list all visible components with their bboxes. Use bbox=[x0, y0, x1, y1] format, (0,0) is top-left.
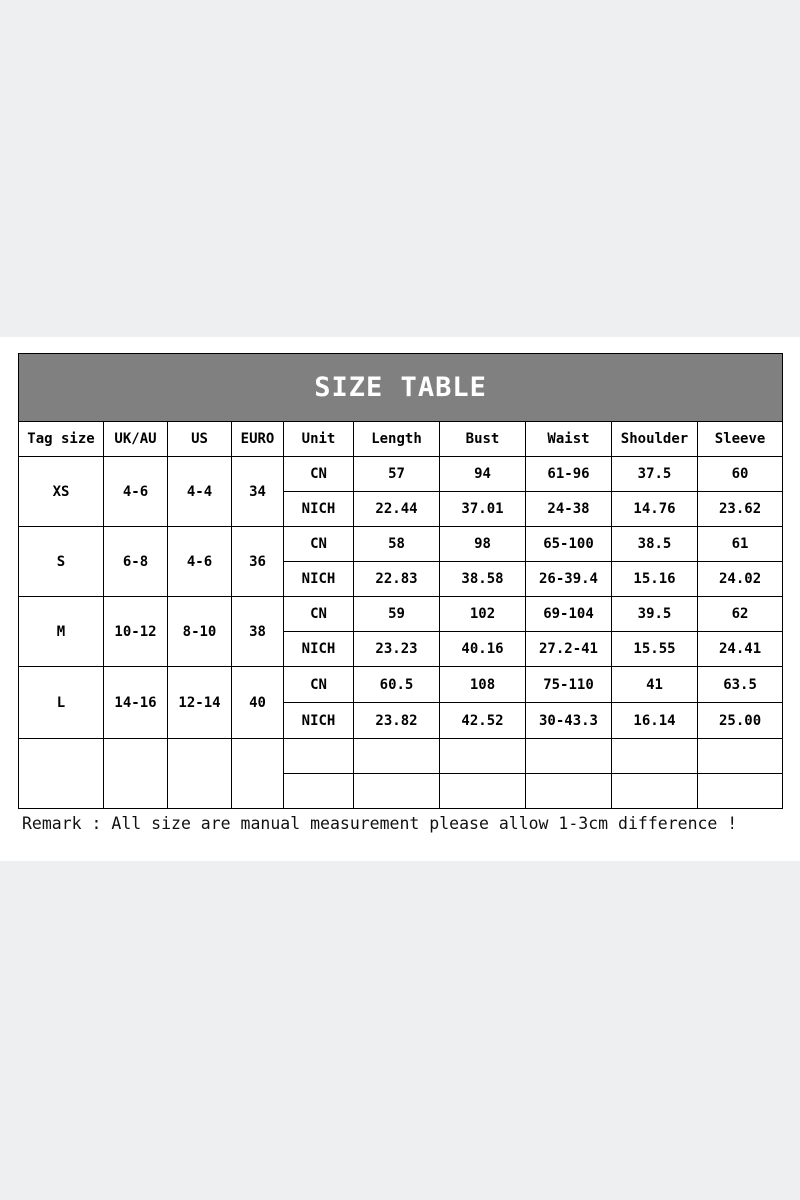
waist-cell: 69-104 bbox=[526, 597, 612, 632]
unit-cell: CN bbox=[284, 457, 354, 492]
shoulder-cell: 41 bbox=[612, 667, 698, 703]
size-chart-card bbox=[0, 337, 800, 861]
bust-cell: 102 bbox=[440, 597, 526, 632]
tag-size-cell: L bbox=[19, 667, 104, 739]
waist-cell: 26-39.4 bbox=[526, 562, 612, 597]
empty-cell bbox=[232, 739, 284, 809]
empty-cell bbox=[354, 739, 440, 774]
length-cell: 22.44 bbox=[354, 492, 440, 527]
header-unit: Unit bbox=[284, 422, 354, 457]
uk-au-cell: 6-8 bbox=[104, 527, 168, 597]
length-cell: 22.83 bbox=[354, 562, 440, 597]
shoulder-cell: 15.55 bbox=[612, 632, 698, 667]
uk-au-cell: 14-16 bbox=[104, 667, 168, 739]
empty-cell bbox=[526, 739, 612, 774]
empty-cell bbox=[168, 739, 232, 809]
empty-cell bbox=[440, 774, 526, 809]
empty-cell bbox=[698, 774, 783, 809]
sleeve-cell: 24.41 bbox=[698, 632, 783, 667]
waist-cell: 61-96 bbox=[526, 457, 612, 492]
length-cell: 59 bbox=[354, 597, 440, 632]
shoulder-cell: 16.14 bbox=[612, 703, 698, 739]
shoulder-cell: 38.5 bbox=[612, 527, 698, 562]
header-waist: Waist bbox=[526, 422, 612, 457]
euro-cell: 36 bbox=[232, 527, 284, 597]
bust-cell: 94 bbox=[440, 457, 526, 492]
bust-cell: 98 bbox=[440, 527, 526, 562]
table-row bbox=[19, 457, 783, 492]
length-cell: 60.5 bbox=[354, 667, 440, 703]
unit-cell: NICH bbox=[284, 562, 354, 597]
sleeve-cell: 61 bbox=[698, 527, 783, 562]
empty-cell bbox=[612, 774, 698, 809]
header-tag-size: Tag size bbox=[19, 422, 104, 457]
waist-cell: 24-38 bbox=[526, 492, 612, 527]
length-cell: 58 bbox=[354, 527, 440, 562]
sleeve-cell: 63.5 bbox=[698, 667, 783, 703]
sleeve-cell: 62 bbox=[698, 597, 783, 632]
unit-cell: CN bbox=[284, 527, 354, 562]
length-cell: 57 bbox=[354, 457, 440, 492]
empty-cell bbox=[526, 774, 612, 809]
waist-cell: 27.2-41 bbox=[526, 632, 612, 667]
header-length: Length bbox=[354, 422, 440, 457]
size-table bbox=[18, 353, 783, 809]
unit-cell: NICH bbox=[284, 492, 354, 527]
sleeve-cell: 25.00 bbox=[698, 703, 783, 739]
uk-au-cell: 10-12 bbox=[104, 597, 168, 667]
header-row bbox=[19, 422, 783, 457]
empty-cell bbox=[19, 739, 104, 809]
bust-cell: 108 bbox=[440, 667, 526, 703]
empty-cell bbox=[104, 739, 168, 809]
empty-cell bbox=[354, 774, 440, 809]
header-uk-au: UK/AU bbox=[104, 422, 168, 457]
bust-cell: 37.01 bbox=[440, 492, 526, 527]
unit-cell: CN bbox=[284, 597, 354, 632]
waist-cell: 65-100 bbox=[526, 527, 612, 562]
bust-cell: 42.52 bbox=[440, 703, 526, 739]
sleeve-cell: 24.02 bbox=[698, 562, 783, 597]
empty-row bbox=[19, 739, 783, 774]
empty-cell bbox=[284, 739, 354, 774]
us-cell: 4-6 bbox=[168, 527, 232, 597]
euro-cell: 38 bbox=[232, 597, 284, 667]
sleeve-cell: 60 bbox=[698, 457, 783, 492]
us-cell: 8-10 bbox=[168, 597, 232, 667]
empty-cell bbox=[284, 774, 354, 809]
header-euro: EURO bbox=[232, 422, 284, 457]
waist-cell: 30-43.3 bbox=[526, 703, 612, 739]
shoulder-cell: 14.76 bbox=[612, 492, 698, 527]
header-bust: Bust bbox=[440, 422, 526, 457]
bust-cell: 40.16 bbox=[440, 632, 526, 667]
unit-cell: CN bbox=[284, 667, 354, 703]
empty-cell bbox=[440, 739, 526, 774]
header-us: US bbox=[168, 422, 232, 457]
header-shoulder: Shoulder bbox=[612, 422, 698, 457]
table-row bbox=[19, 527, 783, 562]
shoulder-cell: 39.5 bbox=[612, 597, 698, 632]
unit-cell: NICH bbox=[284, 703, 354, 739]
remark-note: Remark : All size are manual measurement please allow 1-3cm difference ! bbox=[22, 814, 738, 833]
length-cell: 23.23 bbox=[354, 632, 440, 667]
shoulder-cell: 15.16 bbox=[612, 562, 698, 597]
table-row bbox=[19, 597, 783, 632]
euro-cell: 34 bbox=[232, 457, 284, 527]
euro-cell: 40 bbox=[232, 667, 284, 739]
empty-cell bbox=[612, 739, 698, 774]
length-cell: 23.82 bbox=[354, 703, 440, 739]
tag-size-cell: S bbox=[19, 527, 104, 597]
unit-cell: NICH bbox=[284, 632, 354, 667]
bust-cell: 38.58 bbox=[440, 562, 526, 597]
header-sleeve: Sleeve bbox=[698, 422, 783, 457]
empty-cell bbox=[698, 739, 783, 774]
tag-size-cell: M bbox=[19, 597, 104, 667]
tag-size-cell: XS bbox=[19, 457, 104, 527]
us-cell: 12-14 bbox=[168, 667, 232, 739]
shoulder-cell: 37.5 bbox=[612, 457, 698, 492]
sleeve-cell: 23.62 bbox=[698, 492, 783, 527]
us-cell: 4-4 bbox=[168, 457, 232, 527]
table-title: SIZE TABLE bbox=[19, 354, 783, 422]
table-row bbox=[19, 667, 783, 703]
uk-au-cell: 4-6 bbox=[104, 457, 168, 527]
waist-cell: 75-110 bbox=[526, 667, 612, 703]
